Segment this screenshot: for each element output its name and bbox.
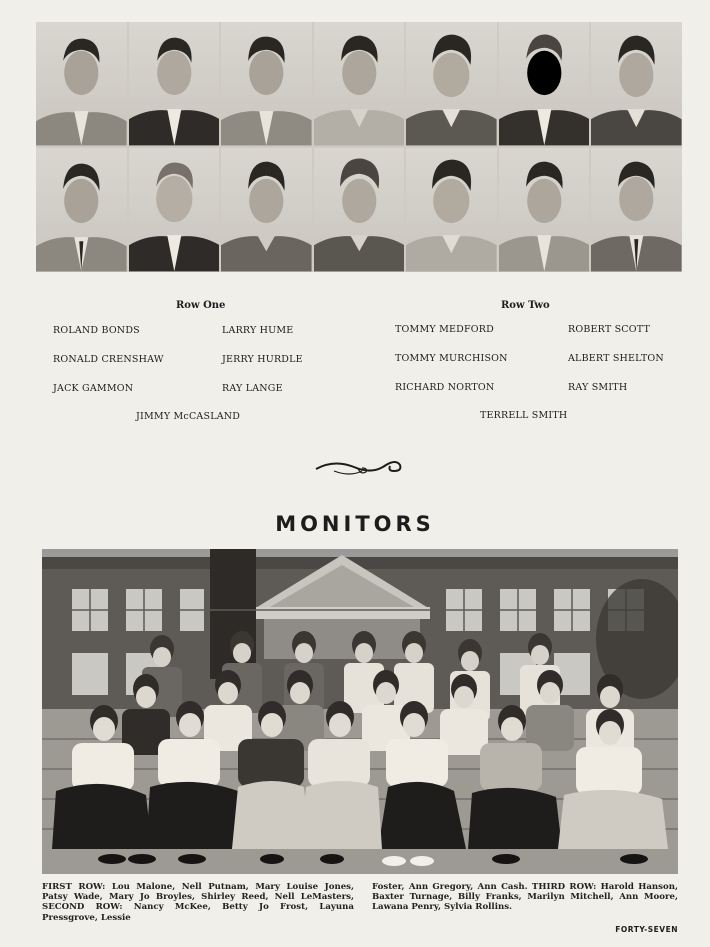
portrait-photo <box>129 22 220 146</box>
portrait-grid <box>36 22 682 272</box>
student-name: TOMMY MURCHISON <box>395 353 508 364</box>
portrait-photo <box>406 148 497 272</box>
portrait-photo <box>499 22 590 146</box>
student-name: JERRY HURDLE <box>222 354 303 365</box>
portrait-photo <box>591 22 682 146</box>
portrait-photo <box>314 22 405 146</box>
portrait-photo <box>314 148 405 272</box>
page-number: FORTY-SEVEN <box>615 925 678 934</box>
student-name: RAY SMITH <box>568 382 628 393</box>
portrait-photo <box>36 148 127 272</box>
student-name: JACK GAMMON <box>53 383 134 394</box>
student-name: RICHARD NORTON <box>395 382 495 393</box>
ornament-divider <box>314 455 404 481</box>
student-name: TOMMY MEDFORD <box>395 324 494 335</box>
student-name: ROBERT SCOTT <box>568 324 651 335</box>
portrait-photo <box>591 148 682 272</box>
student-name: RAY LANGE <box>222 383 283 394</box>
section-title: MONITORS <box>275 512 435 536</box>
photo-caption-left: FIRST ROW: Lou Malone, Nell Putnam, Mary Louise Jones, Patsy Wade, Mary Jo Broyles, Shirley Reed, Nell LeMasters, SECOND ROW: Nancy McKee, Betty Jo Frost, Layuna Pressgrove, Lessie <box>42 882 354 923</box>
student-name: RONALD CRENSHAW <box>53 354 164 365</box>
portrait-photo <box>36 22 127 146</box>
photo-caption-right: Foster, Ann Gregory, Ann Cash. THIRD ROW: Harold Hanson, Baxter Turnage, Billy Franks, Marilyn Mitchell, Ann Moore, Lawana Penry, Sylvia Rollins. <box>372 882 678 913</box>
portrait-photo <box>221 148 312 272</box>
student-name: LARRY HUME <box>222 325 294 336</box>
student-name: TERRELL SMITH <box>480 410 568 421</box>
portrait-photo <box>221 22 312 146</box>
student-name: ALBERT SHELTON <box>568 353 664 364</box>
student-name: ROLAND BONDS <box>53 325 140 336</box>
row-one-heading: Row One <box>176 300 226 311</box>
student-name: JIMMY McCASLAND <box>136 411 241 422</box>
group-photo <box>42 549 678 874</box>
portrait-photo <box>129 148 220 272</box>
row-two-heading: Row Two <box>501 300 550 311</box>
portrait-photo <box>499 148 590 272</box>
portrait-photo <box>406 22 497 146</box>
